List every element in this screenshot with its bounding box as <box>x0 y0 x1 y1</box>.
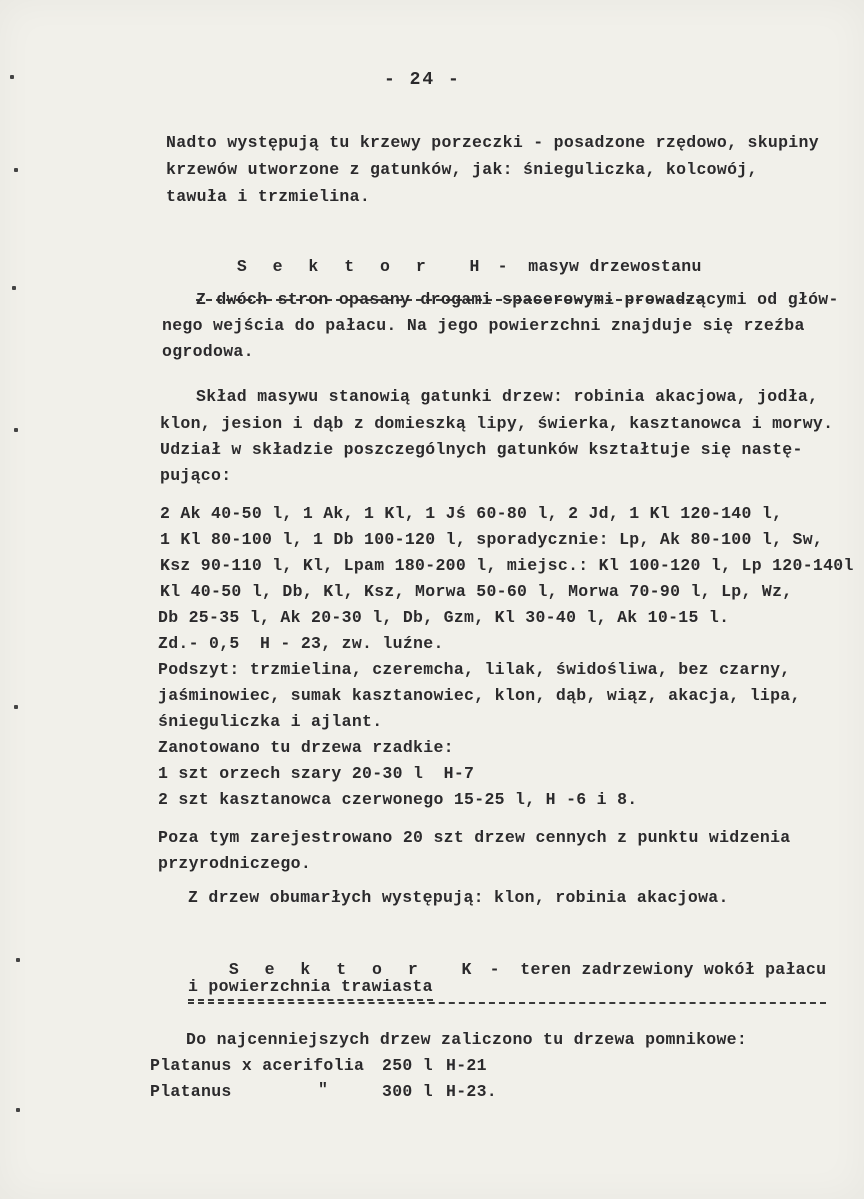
margin-mark <box>12 286 16 290</box>
margin-mark <box>14 705 18 709</box>
text-line: Z dwóch stron opasany drogami spacerowymi prowadzącymi od głów- <box>196 290 839 309</box>
text-line: Kl 40-50 l, Db, Kl, Ksz, Morwa 50-60 l, Morwa 70-90 l, Lp, Wz, <box>160 582 793 601</box>
text-line: 1 Kl 80-100 l, 1 Db 100-120 l, sporadycznie: Lp, Ak 80-100 l, Sw, <box>160 530 824 549</box>
text-line: Ksz 90-110 l, Kl, Lpam 180-200 l, miejsc.: Kl 100-120 l, Lp 120-140l <box>160 556 854 575</box>
text-line: Z drzew obumarłych występują: klon, robinia akacjowa. <box>188 888 729 907</box>
text-line: 2 Ak 40-50 l, 1 Ak, 1 Kl, 1 Jś 60-80 l, 2 Jd, 1 Kl 120-140 l, <box>160 504 783 523</box>
monument-name: Platanus x acerifolia <box>150 1056 365 1075</box>
text-line: klon, jesion i dąb z domieszką lipy, świerka, kasztanowca i morwy. <box>160 414 834 433</box>
text-line: krzewów utworzone z gatunków, jak: śnieguliczka, kolcowój, <box>166 160 758 179</box>
text-line: Zd.- 0,5 H - 23, zw. luźne. <box>158 634 444 653</box>
text-line: Podszyt: trzmielina, czeremcha, lilak, świdośliwa, bez czarny, <box>158 660 791 679</box>
monument-height: H-23. <box>446 1082 498 1101</box>
monument-age: 250 l <box>382 1056 434 1075</box>
heading-letters: S e k t o r K <box>228 960 480 979</box>
text-line: ogrodowa. <box>162 342 254 361</box>
text-line: śnieguliczka i ajlant. <box>158 712 383 731</box>
text-line: 1 szt orzech szary 20-30 l H-7 <box>158 764 475 783</box>
margin-mark <box>16 958 20 962</box>
monument-height: H-21 <box>446 1056 487 1075</box>
text-line: Skład masywu stanowią gatunki drzew: robinia akacjowa, jodła, <box>196 387 819 406</box>
text-line: Do najcenniejszych drzew zaliczono tu drzewa pomnikowe: <box>186 1030 748 1049</box>
text-line: Nadto występują tu krzewy porzeczki - posadzone rzędowo, skupiny <box>166 133 819 152</box>
text-line: jaśminowiec, sumak kasztanowiec, klon, dąb, wiąz, akacja, lipa, <box>158 686 801 705</box>
heading-rest: - masyw drzewostanu <box>487 257 702 276</box>
heading-letters: S e k t o r H <box>236 257 488 276</box>
text-line: przyrodniczego. <box>158 854 312 873</box>
section-heading-k-line2: i powierzchnia trawiasta <box>188 977 433 1001</box>
text-line: Udział w składzie poszczególnych gatunków kształtuje się nastę- <box>160 440 803 459</box>
text-line: Db 25-35 l, Ak 20-30 l, Db, Gzm, Kl 30-40 l, Ak 10-15 l. <box>158 608 730 627</box>
text-line: Zanotowano tu drzewa rzadkie: <box>158 738 454 757</box>
heading-rest: - teren zadrzewiony wokół pałacu <box>479 960 827 979</box>
text-line: Poza tym zarejestrowano 20 szt drzew cennych z punktu widzenia <box>158 828 791 847</box>
margin-mark <box>14 428 18 432</box>
text-line: 2 szt kasztanowca czerwonego 15-25 l, H -6 i 8. <box>158 790 638 809</box>
text-line: tawuła i trzmielina. <box>166 187 371 206</box>
page-number: - 24 - <box>384 70 461 90</box>
text-line: pująco: <box>160 466 232 485</box>
margin-mark <box>16 1108 20 1112</box>
margin-mark <box>10 75 14 79</box>
monument-ditto: " <box>318 1080 329 1099</box>
monument-name: Platanus <box>150 1082 232 1101</box>
text-line: nego wejścia do pałacu. Na jego powierzchni znajduje się rzeźba <box>162 316 805 335</box>
monument-age: 300 l <box>382 1082 434 1101</box>
margin-mark <box>14 168 18 172</box>
